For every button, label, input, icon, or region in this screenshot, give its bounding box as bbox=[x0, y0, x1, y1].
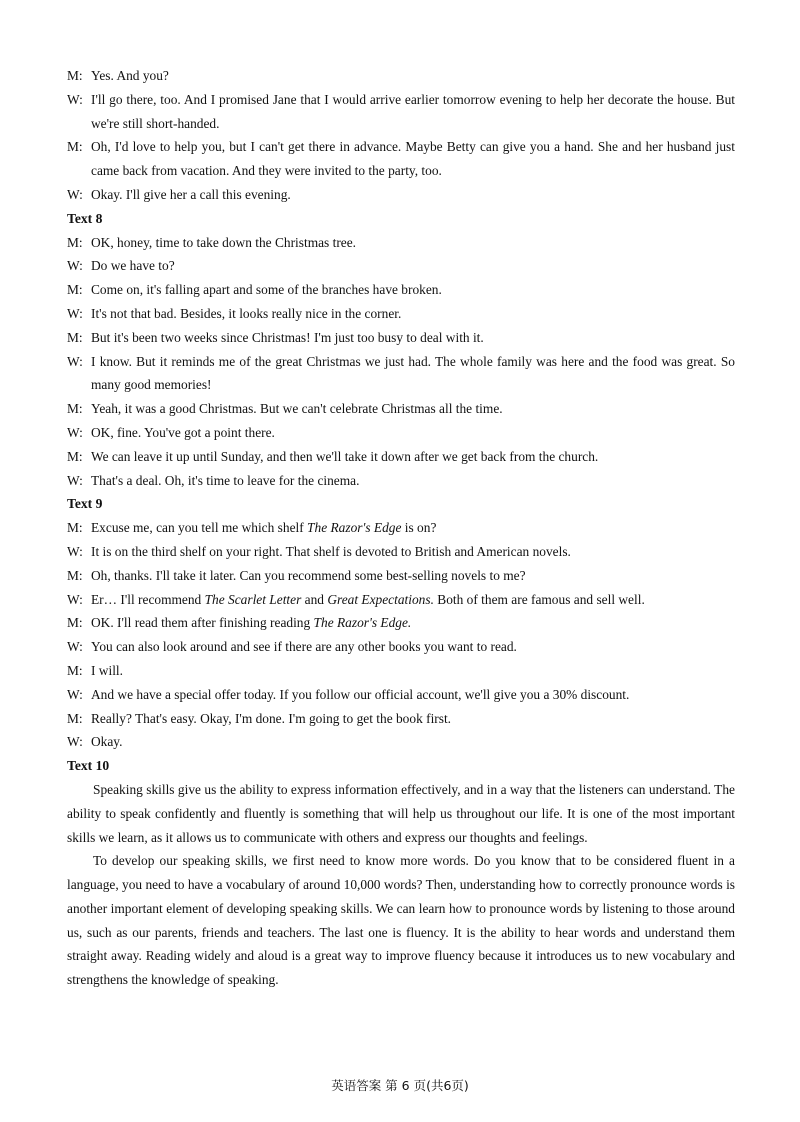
utterance: Really? That's easy. Okay, I'm done. I'm going to get the book first. bbox=[91, 710, 452, 726]
dialogue-line bbox=[67, 326, 735, 350]
dialogue-line bbox=[67, 469, 735, 493]
utterance: Oh, I'd love to help you, but I can't get there in advance. Maybe Betty can give you a hand. She and her husband just came back from vacation. And they were invited to the party, too. bbox=[91, 139, 735, 179]
speaker: M: bbox=[67, 401, 83, 417]
speaker: W: bbox=[67, 424, 83, 440]
answer-page bbox=[67, 64, 735, 992]
utterance: We can leave it up until Sunday, and then we'll take it down after we get back from the church. bbox=[91, 448, 599, 464]
speaker: M: bbox=[67, 68, 83, 83]
speaker: W: bbox=[67, 305, 83, 321]
dialogue-line bbox=[67, 278, 735, 302]
speaker: M: bbox=[67, 282, 83, 298]
speaker: M: bbox=[67, 139, 83, 155]
dialogue-line bbox=[67, 540, 735, 564]
book-title: Great Expectations. bbox=[327, 591, 434, 607]
speaker: W: bbox=[67, 91, 83, 107]
utterance: That's a deal. Oh, it's time to leave for the cinema. bbox=[91, 472, 360, 488]
speaker: W: bbox=[67, 353, 83, 369]
dialogue-line bbox=[67, 64, 735, 88]
speaker: M: bbox=[67, 710, 83, 726]
utterance bbox=[91, 611, 735, 635]
utterance-part: Er… I'll recommend bbox=[91, 591, 205, 607]
speaker: W: bbox=[67, 186, 83, 202]
dialogue-line bbox=[67, 183, 735, 207]
utterance-part: Both of them are famous and sell well. bbox=[433, 591, 645, 607]
utterance: But it's been two weeks since Christmas! I'm just too busy to deal with it. bbox=[91, 329, 484, 345]
dialogue-line bbox=[67, 88, 735, 136]
page-footer: 英语答案 第 6 页(共6页) bbox=[331, 1078, 469, 1093]
utterance-part: Excuse me, can you tell me which shelf bbox=[91, 520, 308, 536]
dialogue-line bbox=[67, 683, 735, 707]
speaker: M: bbox=[67, 448, 83, 464]
dialogue-line bbox=[67, 254, 735, 278]
utterance: And we have a special offer today. If you follow our official account, we'll give you a 30% discount. bbox=[91, 686, 630, 702]
utterance: Do we have to? bbox=[91, 258, 175, 274]
section-heading-text10: Text 10 bbox=[67, 758, 110, 774]
utterance: You can also look around and see if there are any other books you want to read. bbox=[91, 639, 517, 655]
utterance: Yeah, it was a good Christmas. But we can't celebrate Christmas all the time. bbox=[91, 401, 503, 417]
utterance-part: is on? bbox=[401, 520, 437, 536]
speaker: M: bbox=[67, 567, 83, 583]
speaker: M: bbox=[67, 615, 83, 631]
utterance: Oh, thanks. I'll take it later. Can you recommend some best-selling novels to me? bbox=[91, 567, 526, 583]
utterance bbox=[91, 516, 735, 540]
dialogue-line bbox=[67, 231, 735, 255]
utterance: Okay. I'll give her a call this evening. bbox=[91, 186, 291, 202]
speaker: M: bbox=[67, 234, 83, 250]
book-title: The Razor's Edge. bbox=[313, 615, 412, 631]
paragraph: Speaking skills give us the ability to express information effectively, and in a way that the listeners can understand. The ability to speak confidently and fluently is something that will help us throughout our life. It is one of the most important skills we learn, as it allows us to communicate with others and express our thoughts and feelings. bbox=[67, 781, 735, 845]
speaker: M: bbox=[67, 662, 83, 678]
dialogue-line bbox=[67, 516, 735, 540]
dialogue-line bbox=[67, 588, 735, 612]
section-heading-text9: Text 9 bbox=[67, 496, 103, 512]
speaker: W: bbox=[67, 543, 83, 559]
speaker: W: bbox=[67, 472, 83, 488]
dialogue-line bbox=[67, 611, 735, 635]
utterance: It's not that bad. Besides, it looks really nice in the corner. bbox=[91, 305, 402, 321]
speaker: W: bbox=[67, 686, 83, 702]
utterance bbox=[91, 588, 735, 612]
utterance: I will. bbox=[91, 662, 123, 678]
dialogue-line bbox=[67, 135, 735, 183]
dialogue-line bbox=[67, 421, 735, 445]
dialogue-line bbox=[67, 445, 735, 469]
speaker: W: bbox=[67, 258, 83, 274]
paragraph: To develop our speaking skills, we first need to know more words. Do you know that to be considered fluent in a language, you need to have a vocabulary of around 10,000 words? Then, understanding how to correctly pronounce words is another important element of developing speaking skills. We can learn how to pronounce words by listening to those around us, such as our parents, friends and teachers. The last one is fluency. It is the ability to hear words and understand them straight away. Reading widely and aloud is a great way to improve fluency because it introduces us to new vocabulary and strengthens the knowledge of speaking. bbox=[67, 853, 735, 988]
speaker: W: bbox=[67, 591, 83, 607]
speaker: M: bbox=[67, 329, 83, 345]
dialogue-line bbox=[67, 659, 735, 683]
utterance: OK, honey, time to take down the Christmas tree. bbox=[91, 234, 357, 250]
speaker: M: bbox=[67, 520, 83, 536]
utterance: I'll go there, too. And I promised Jane that I would arrive earlier tomorrow evening to help her decorate the house. But we're still short-handed. bbox=[91, 91, 735, 131]
speaker: W: bbox=[67, 639, 83, 655]
dialogue-line bbox=[67, 397, 735, 421]
dialogue-line bbox=[67, 350, 735, 398]
utterance: I know. But it reminds me of the great Christmas we just had. The whole family was here and the food was great. So many good memories! bbox=[91, 353, 735, 393]
book-title: The Scarlet Letter bbox=[204, 591, 302, 607]
dialogue-line bbox=[67, 730, 735, 754]
dialogue-line bbox=[67, 635, 735, 659]
utterance: Okay. bbox=[91, 734, 123, 750]
utterance: OK, fine. You've got a point there. bbox=[91, 424, 275, 440]
utterance: Yes. And you? bbox=[91, 68, 169, 83]
speaker: W: bbox=[67, 734, 83, 750]
utterance-part: OK. I'll read them after finishing reading bbox=[91, 615, 314, 631]
book-title: The Razor's Edge bbox=[307, 520, 402, 536]
utterance-part: and bbox=[301, 591, 328, 607]
dialogue-line bbox=[67, 564, 735, 588]
section-heading-text8: Text 8 bbox=[67, 210, 103, 226]
utterance: Come on, it's falling apart and some of the branches have broken. bbox=[91, 282, 442, 298]
dialogue-line bbox=[67, 707, 735, 731]
dialogue-line bbox=[67, 302, 735, 326]
utterance: It is on the third shelf on your right. That shelf is devoted to British and American novels. bbox=[91, 543, 571, 559]
